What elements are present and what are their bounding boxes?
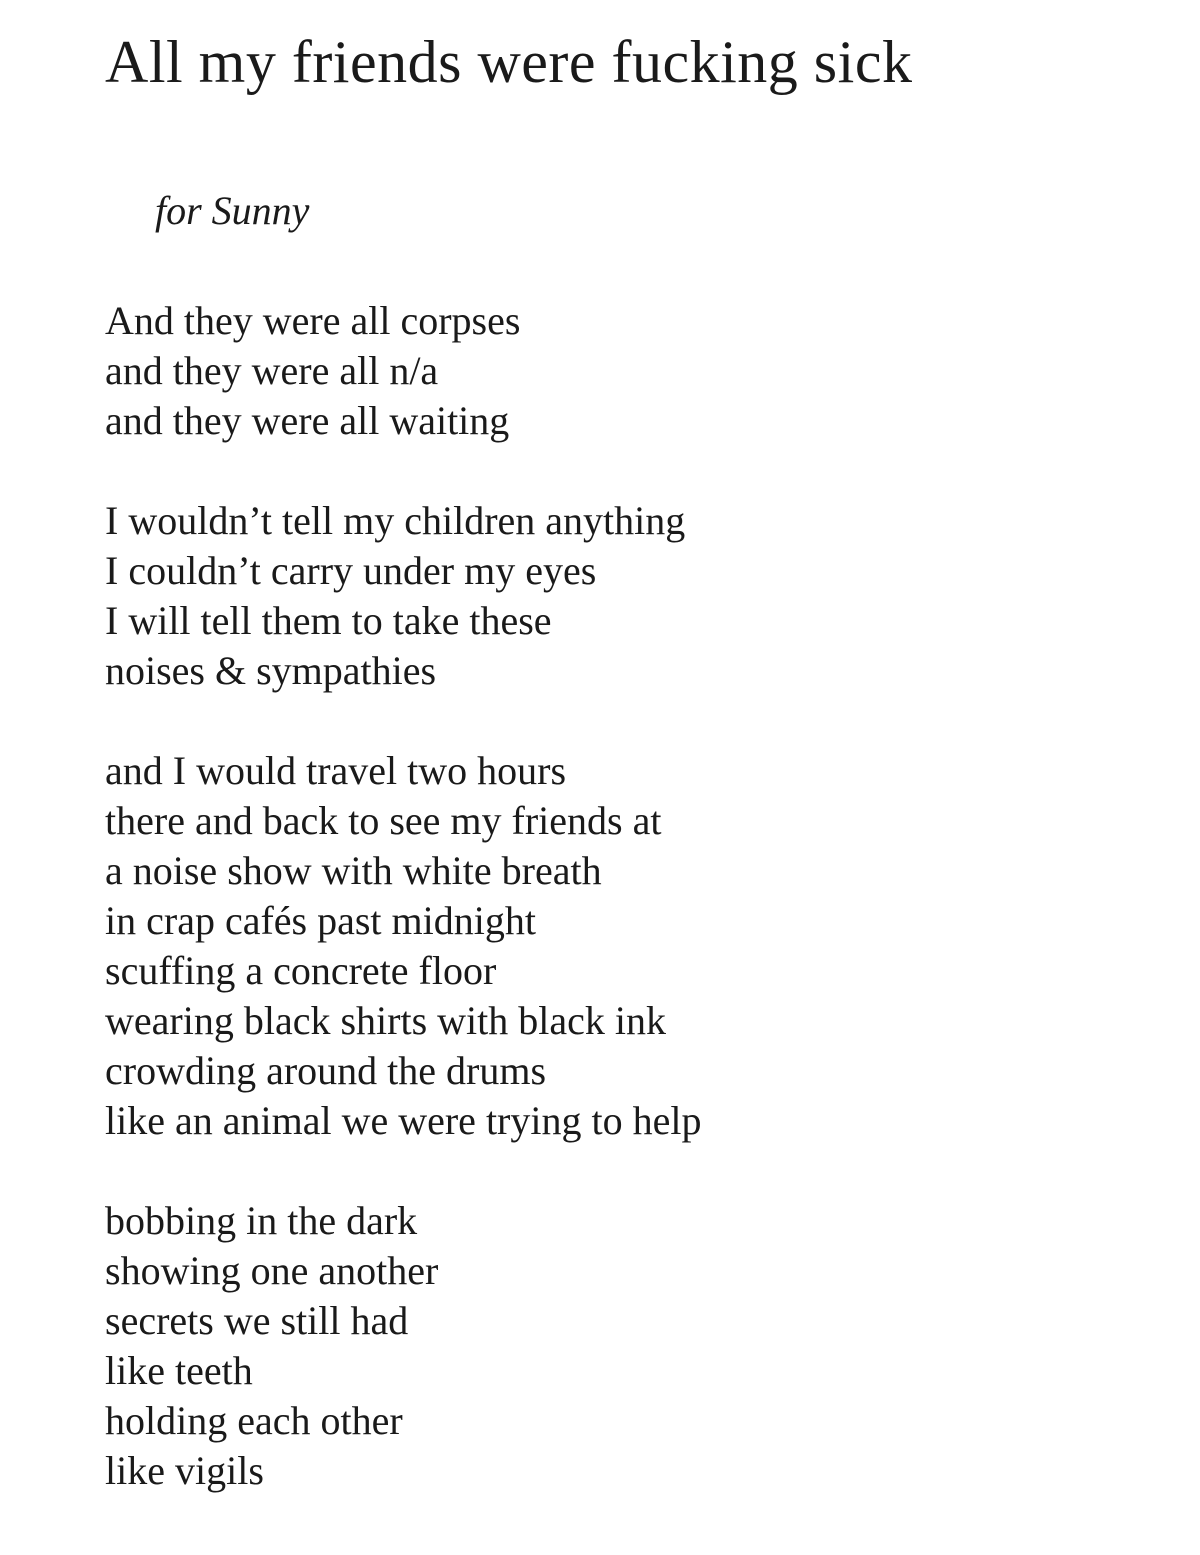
poem-line: I wouldn’t tell my children anything <box>105 498 686 543</box>
poem-title: All my friends were fucking sick <box>105 29 913 95</box>
poem-line: and I would travel two hours <box>105 748 567 793</box>
stanza-1 <box>105 296 1160 446</box>
poem-line: I couldn’t carry under my eyes <box>105 548 597 593</box>
poem-line: holding each other <box>105 1398 403 1443</box>
poem-line: a noise show with white breath <box>105 848 602 893</box>
poem-line: like teeth <box>105 1348 253 1393</box>
poem-line: and they were all n/a <box>105 348 439 393</box>
poem-line: And they were all corpses <box>105 298 521 343</box>
poem-line: secrets we still had <box>105 1298 409 1343</box>
poem-line: bobbing in the dark <box>105 1198 418 1243</box>
poem-line: like vigils <box>105 1448 264 1493</box>
poem-line: I will tell them to take these <box>105 598 552 643</box>
poem-line: like an animal we were trying to help <box>105 1098 702 1143</box>
stanza-4 <box>105 1196 1160 1496</box>
poem-line: noises & sympathies <box>105 648 437 693</box>
poem-line: crowding around the drums <box>105 1048 547 1093</box>
poem-line: and they were all waiting <box>105 398 510 443</box>
poem-line: showing one another <box>105 1248 439 1293</box>
stanza-2 <box>105 496 1160 696</box>
stanza-3 <box>105 746 1160 1146</box>
poem-dedication: for Sunny <box>155 188 310 233</box>
poem-line: there and back to see my friends at <box>105 798 662 843</box>
poem-line: wearing black shirts with black ink <box>105 998 666 1043</box>
poem-line: in crap cafés past midnight <box>105 898 536 943</box>
poem-line: scuffing a concrete floor <box>105 948 497 993</box>
